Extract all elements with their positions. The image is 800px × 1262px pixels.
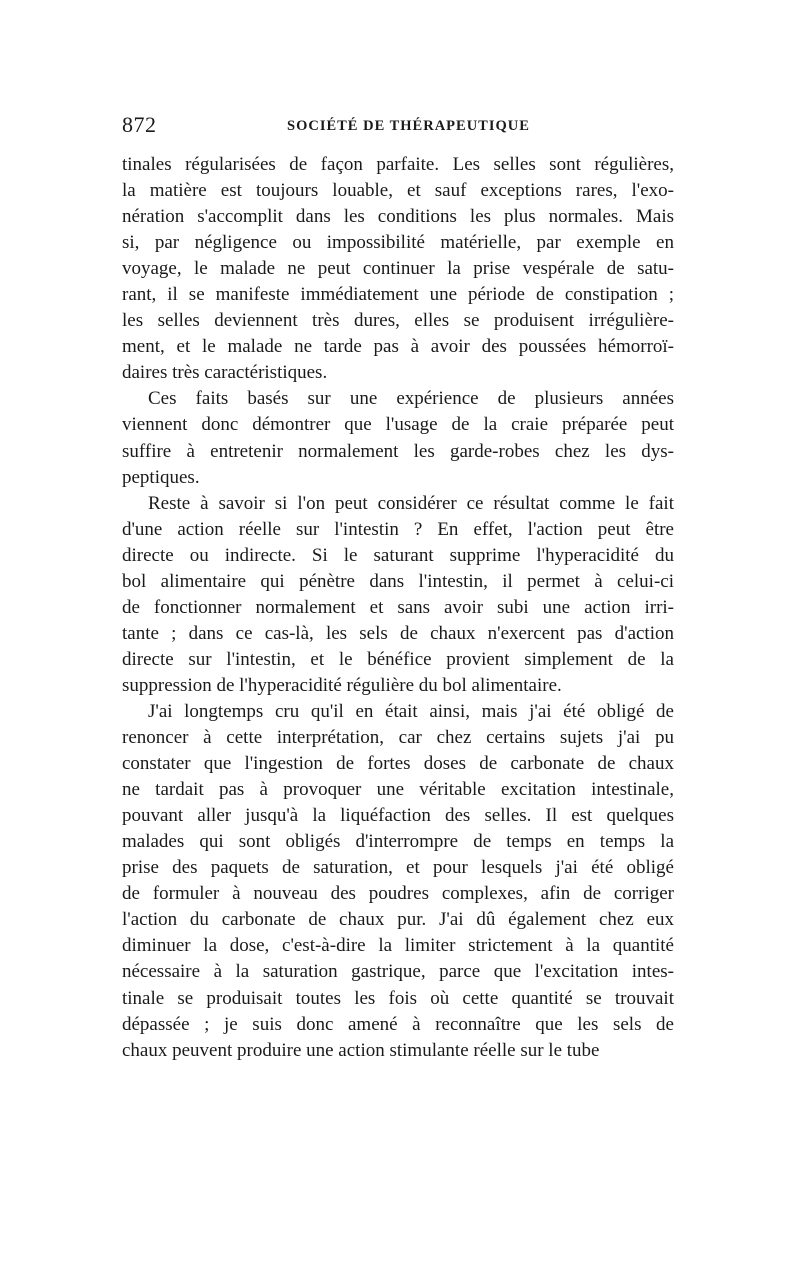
text-line: daires très caractéristiques. xyxy=(122,362,328,384)
text-line: l'action du carbonate de chaux pur. J'ai dû également chez eux xyxy=(122,909,674,931)
text-line: suppression de l'hyperacidité régulière du bol alimentaire. xyxy=(122,674,562,696)
text-line: Ces faits basés sur une expérience de plusieurs années xyxy=(148,388,674,410)
text-line: directe sur l'intestin, et le bénéfice provient simplement de la xyxy=(122,648,674,670)
running-head: SOCIÉTÉ DE THÉRAPEUTIQUE xyxy=(287,118,530,134)
text-line: dépassée ; je suis donc amené à reconnaître que les sels de xyxy=(122,1013,674,1035)
text-line: voyage, le malade ne peut continuer la prise vespérale de satu- xyxy=(122,258,674,280)
text-line: d'une action réelle sur l'intestin ? En effet, l'action peut être xyxy=(122,518,674,540)
text-line: chaux peuvent produire une action stimulante réelle sur le tube xyxy=(122,1039,600,1061)
text-line: suffire à entretenir normalement les garde-robes chez les dys- xyxy=(122,440,674,462)
text-line: de fonctionner normalement et sans avoir subi une action irri- xyxy=(122,596,674,618)
text-line: prise des paquets de saturation, et pour lesquels j'ai été obligé xyxy=(122,857,674,879)
text-line: rant, il se manifeste immédiatement une période de constipation ; xyxy=(122,284,674,306)
text-line: ne tardait pas à provoquer une véritable excitation intestinale, xyxy=(122,779,674,801)
text-line: les selles deviennent très dures, elles se produisent irrégulière- xyxy=(122,310,674,332)
text-line: tinales régularisées de façon parfaite. Les selles sont régulières, xyxy=(122,154,674,175)
text-line: constater que l'ingestion de fortes doses de carbonate de chaux xyxy=(122,753,674,775)
text-line: nécessaire à la saturation gastrique, parce que l'excitation intes- xyxy=(122,961,674,983)
text-line: si, par négligence ou impossibilité matérielle, par exemple en xyxy=(122,232,674,254)
text-line: bol alimentaire qui pénètre dans l'intestin, il permet à celui-ci xyxy=(122,570,674,592)
text-line: Reste à savoir si l'on peut considérer ce résultat comme le fait xyxy=(148,492,674,514)
text-line: J'ai longtemps cru qu'il en était ainsi, mais j'ai été obligé de xyxy=(148,700,674,722)
text-line: directe ou indirecte. Si le saturant supprime l'hyperacidité du xyxy=(122,544,674,566)
paragraph xyxy=(122,386,674,490)
text-line: peptiques. xyxy=(122,466,200,488)
paragraph xyxy=(122,152,674,386)
text-line: nération s'accomplit dans les conditions les plus normales. Mais xyxy=(122,206,674,228)
text-line: pouvant aller jusqu'à la liquéfaction des selles. Il est quelques xyxy=(122,805,674,827)
text-line: malades qui sont obligés d'interrompre de temps en temps la xyxy=(122,831,674,853)
text-line: tante ; dans ce cas-là, les sels de chaux n'exercent pas d'action xyxy=(122,622,674,644)
text-line: la matière est toujours louable, et sauf exceptions rares, l'exo- xyxy=(122,180,674,202)
text-line: de formuler à nouveau des poudres complexes, afin de corriger xyxy=(122,883,674,905)
text-line: ment, et le malade ne tarde pas à avoir des poussées hémorroï- xyxy=(122,336,674,358)
text-line: renoncer à cette interprétation, car chez certains sujets j'ai pu xyxy=(122,727,674,749)
page-header xyxy=(122,112,682,142)
text-line: diminuer la dose, c'est-à-dire la limiter strictement à la quantité xyxy=(122,935,674,957)
text-line: viennent donc démontrer que l'usage de la craie préparée peut xyxy=(122,414,674,436)
page-number: 872 xyxy=(122,112,157,137)
body-text xyxy=(122,152,674,1064)
paragraph xyxy=(122,491,674,699)
text-line: tinale se produisait toutes les fois où cette quantité se trouvait xyxy=(122,987,674,1009)
paragraph xyxy=(122,699,674,1064)
